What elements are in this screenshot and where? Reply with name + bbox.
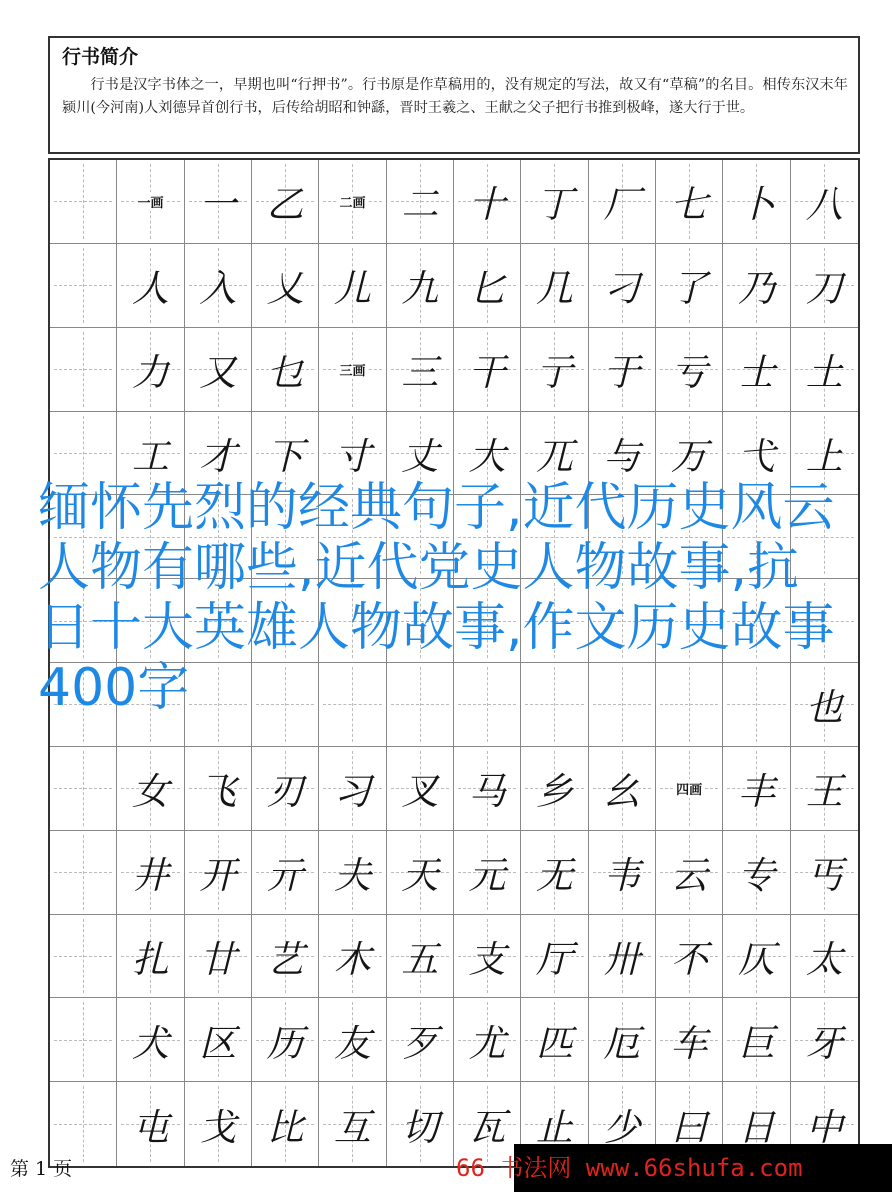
practice-character: 干 (468, 351, 506, 395)
practice-character: 二 (401, 183, 439, 227)
grid-cell (387, 747, 454, 831)
practice-character: 习 (333, 770, 371, 814)
grid-cell (319, 1082, 386, 1166)
practice-character: 屯 (131, 1106, 169, 1150)
practice-character: 亓 (266, 854, 304, 898)
grid-cell (185, 747, 252, 831)
stroke-count-label: 二画 (338, 192, 366, 211)
practice-character: 乃 (737, 267, 775, 311)
grid-cell (656, 160, 723, 244)
grid-cell (656, 244, 723, 328)
practice-character: 区 (199, 1021, 237, 1065)
practice-character: 太 (805, 937, 843, 981)
practice-character: 卅 (603, 937, 641, 981)
grid-cell (117, 1082, 184, 1166)
grid-cell (387, 244, 454, 328)
practice-character: 木 (333, 937, 371, 981)
grid-cell (185, 998, 252, 1082)
grid-cell (387, 160, 454, 244)
practice-character: 又 (199, 351, 237, 395)
practice-character: 曰 (670, 1106, 708, 1150)
practice-character: 兀 (535, 434, 573, 478)
practice-character: 瓦 (468, 1106, 506, 1150)
intro-text: 行书是汉字书体之一，早期也叫“行押书”。行书原是作草稿用的，没有规定的写法，故又有“草稿”的名目。相传东汉末年颍川(今河南)人刘德异首创行书，后传给胡昭和钟繇，晋时王羲之、王献之父子把行书推到极峰，遂大行于世。 (62, 77, 848, 116)
practice-character: 亏 (670, 351, 708, 395)
intro-title: 行书简介 (62, 46, 139, 68)
practice-character: 幺 (603, 770, 641, 814)
practice-character: 土 (805, 351, 843, 395)
grid-cell (185, 244, 252, 328)
grid-cell (521, 831, 588, 915)
grid-cell (454, 831, 521, 915)
grid-cell (319, 831, 386, 915)
practice-character: 几 (535, 267, 573, 311)
practice-character: 丰 (737, 770, 775, 814)
grid-cell (117, 160, 184, 244)
stroke-count-label: 三画 (338, 360, 366, 379)
grid-cell (185, 160, 252, 244)
grid-cell (117, 244, 184, 328)
grid-cell (589, 747, 656, 831)
practice-character: 中 (805, 1106, 843, 1150)
practice-character: 车 (670, 1021, 708, 1065)
grid-cell (50, 915, 117, 999)
practice-character: 韦 (603, 854, 641, 898)
practice-character: 友 (333, 1021, 371, 1065)
grid-cell (656, 915, 723, 999)
practice-character: 巨 (737, 1021, 775, 1065)
practice-character: 不 (670, 937, 708, 981)
grid-cell (791, 747, 858, 831)
grid-cell (723, 328, 790, 412)
practice-character: 儿 (333, 267, 371, 311)
practice-character: 开 (199, 854, 237, 898)
practice-character: 少 (603, 1106, 641, 1150)
practice-character: 廿 (199, 937, 237, 981)
grid-cell (387, 998, 454, 1082)
grid-cell (521, 328, 588, 412)
practice-character: 丁 (535, 183, 573, 227)
practice-character: 十 (468, 183, 506, 227)
grid-cell (319, 328, 386, 412)
practice-character: 元 (468, 854, 506, 898)
grid-cell (454, 160, 521, 244)
grid-cell (454, 747, 521, 831)
stroke-count-label: 四画 (675, 779, 703, 798)
practice-character: 厅 (535, 937, 573, 981)
grid-cell (521, 160, 588, 244)
grid-cell (319, 915, 386, 999)
grid-cell (319, 747, 386, 831)
grid-cell (454, 998, 521, 1082)
practice-character: 乡 (535, 770, 573, 814)
grid-cell (185, 328, 252, 412)
grid-cell (589, 831, 656, 915)
grid-cell (791, 244, 858, 328)
practice-character: 亍 (535, 351, 573, 395)
practice-character: 夫 (333, 854, 371, 898)
practice-character: 厂 (603, 183, 641, 227)
practice-character: 云 (670, 854, 708, 898)
practice-character: 弋 (737, 434, 775, 478)
practice-character: 女 (131, 770, 169, 814)
practice-character: 歹 (401, 1021, 439, 1065)
practice-character: 叉 (401, 770, 439, 814)
practice-character: 一 (199, 183, 237, 227)
grid-cell (723, 160, 790, 244)
grid-cell (454, 244, 521, 328)
practice-character: 于 (603, 351, 641, 395)
grid-cell (791, 160, 858, 244)
stroke-count-label: 一画 (136, 192, 164, 211)
grid-cell (252, 328, 319, 412)
practice-character: 才 (199, 434, 237, 478)
grid-cell (319, 244, 386, 328)
practice-character: 力 (131, 351, 169, 395)
grid-cell (252, 831, 319, 915)
grid-cell (521, 244, 588, 328)
grid-cell (791, 831, 858, 915)
grid-cell (252, 915, 319, 999)
grid-cell (454, 915, 521, 999)
grid-cell (185, 1082, 252, 1166)
grid-cell (50, 831, 117, 915)
grid-cell (589, 328, 656, 412)
practice-character: 入 (199, 267, 237, 311)
grid-cell (319, 998, 386, 1082)
grid-cell (117, 998, 184, 1082)
grid-cell (117, 831, 184, 915)
practice-character: 历 (266, 1021, 304, 1065)
practice-character: 乂 (266, 267, 304, 311)
watermark-text: 66 书法网 www.66shufa.com (456, 1154, 803, 1182)
practice-character: 丈 (401, 434, 439, 478)
intro-box (48, 36, 860, 154)
grid-cell (185, 915, 252, 999)
grid-cell (656, 998, 723, 1082)
practice-character: 七 (670, 183, 708, 227)
grid-cell (723, 244, 790, 328)
practice-character: 上 (805, 434, 843, 478)
grid-cell (791, 915, 858, 999)
practice-character: 九 (401, 267, 439, 311)
grid-cell (723, 747, 790, 831)
practice-character: 马 (468, 770, 506, 814)
grid-cell (387, 831, 454, 915)
practice-character: 戈 (199, 1106, 237, 1150)
grid-cell (723, 831, 790, 915)
practice-character: 三 (401, 351, 439, 395)
overlay-title: 缅怀先烈的经典句子,近代历史风云人物有哪些,近代党史人物故事,抗日十大英雄人物故事,作文历史故事400字 (38, 478, 835, 718)
practice-character: 刃 (266, 770, 304, 814)
grid-cell (791, 998, 858, 1082)
practice-character: 艺 (266, 937, 304, 981)
practice-character: 切 (401, 1106, 439, 1150)
grid-cell (50, 747, 117, 831)
grid-cell (185, 831, 252, 915)
page-number: 第 1 页 (10, 1158, 73, 1180)
grid-cell (50, 160, 117, 244)
grid-cell (117, 915, 184, 999)
grid-cell (454, 328, 521, 412)
practice-character: 飞 (199, 770, 237, 814)
practice-character: 王 (805, 770, 843, 814)
grid-cell (521, 747, 588, 831)
grid-cell (387, 1082, 454, 1166)
grid-cell (521, 998, 588, 1082)
grid-cell (589, 244, 656, 328)
practice-character: 仄 (737, 937, 775, 981)
grid-cell (723, 998, 790, 1082)
grid-cell (252, 747, 319, 831)
practice-character: 工 (131, 434, 169, 478)
practice-character: 与 (603, 434, 641, 478)
grid-cell (252, 244, 319, 328)
practice-character: 厄 (603, 1021, 641, 1065)
practice-character: 卜 (737, 183, 775, 227)
grid-cell (319, 160, 386, 244)
grid-cell (656, 747, 723, 831)
practice-character: 专 (737, 854, 775, 898)
practice-character: 下 (266, 434, 304, 478)
practice-character: 支 (468, 937, 506, 981)
grid-cell (589, 160, 656, 244)
practice-character: 乙 (266, 183, 304, 227)
grid-cell (50, 998, 117, 1082)
practice-character: 刀 (805, 267, 843, 311)
grid-cell (252, 1082, 319, 1166)
practice-character: 天 (401, 854, 439, 898)
practice-character: 万 (670, 434, 708, 478)
practice-character: 大 (468, 434, 506, 478)
grid-cell (252, 160, 319, 244)
grid-cell (791, 328, 858, 412)
grid-cell (656, 831, 723, 915)
practice-character: 尤 (468, 1021, 506, 1065)
grid-cell (589, 998, 656, 1082)
practice-character: 五 (401, 937, 439, 981)
grid-cell (656, 328, 723, 412)
grid-cell (117, 328, 184, 412)
practice-character: 士 (737, 351, 775, 395)
practice-character: 刁 (603, 267, 641, 311)
grid-cell (723, 915, 790, 999)
grid-cell (50, 328, 117, 412)
grid-cell (117, 747, 184, 831)
grid-cell (521, 915, 588, 999)
practice-character: 了 (670, 267, 708, 311)
grid-cell (50, 244, 117, 328)
grid-cell (387, 915, 454, 999)
practice-character: 八 (805, 183, 843, 227)
grid-cell (252, 998, 319, 1082)
practice-character: 犬 (131, 1021, 169, 1065)
practice-character: 无 (535, 854, 573, 898)
practice-character: 匹 (535, 1021, 573, 1065)
practice-character: 乜 (266, 351, 304, 395)
practice-character: 日 (737, 1106, 775, 1150)
practice-character: 牙 (805, 1021, 843, 1065)
grid-cell (589, 915, 656, 999)
practice-character: 人 (131, 267, 169, 311)
practice-character: 止 (535, 1106, 573, 1150)
practice-character: 也 (805, 686, 843, 730)
practice-character: 寸 (333, 434, 371, 478)
practice-character: 匕 (468, 267, 506, 311)
practice-character: 比 (266, 1106, 304, 1150)
practice-character: 井 (131, 854, 169, 898)
practice-character: 丐 (805, 854, 843, 898)
practice-character: 扎 (131, 937, 169, 981)
grid-cell (387, 328, 454, 412)
practice-character: 互 (333, 1106, 371, 1150)
